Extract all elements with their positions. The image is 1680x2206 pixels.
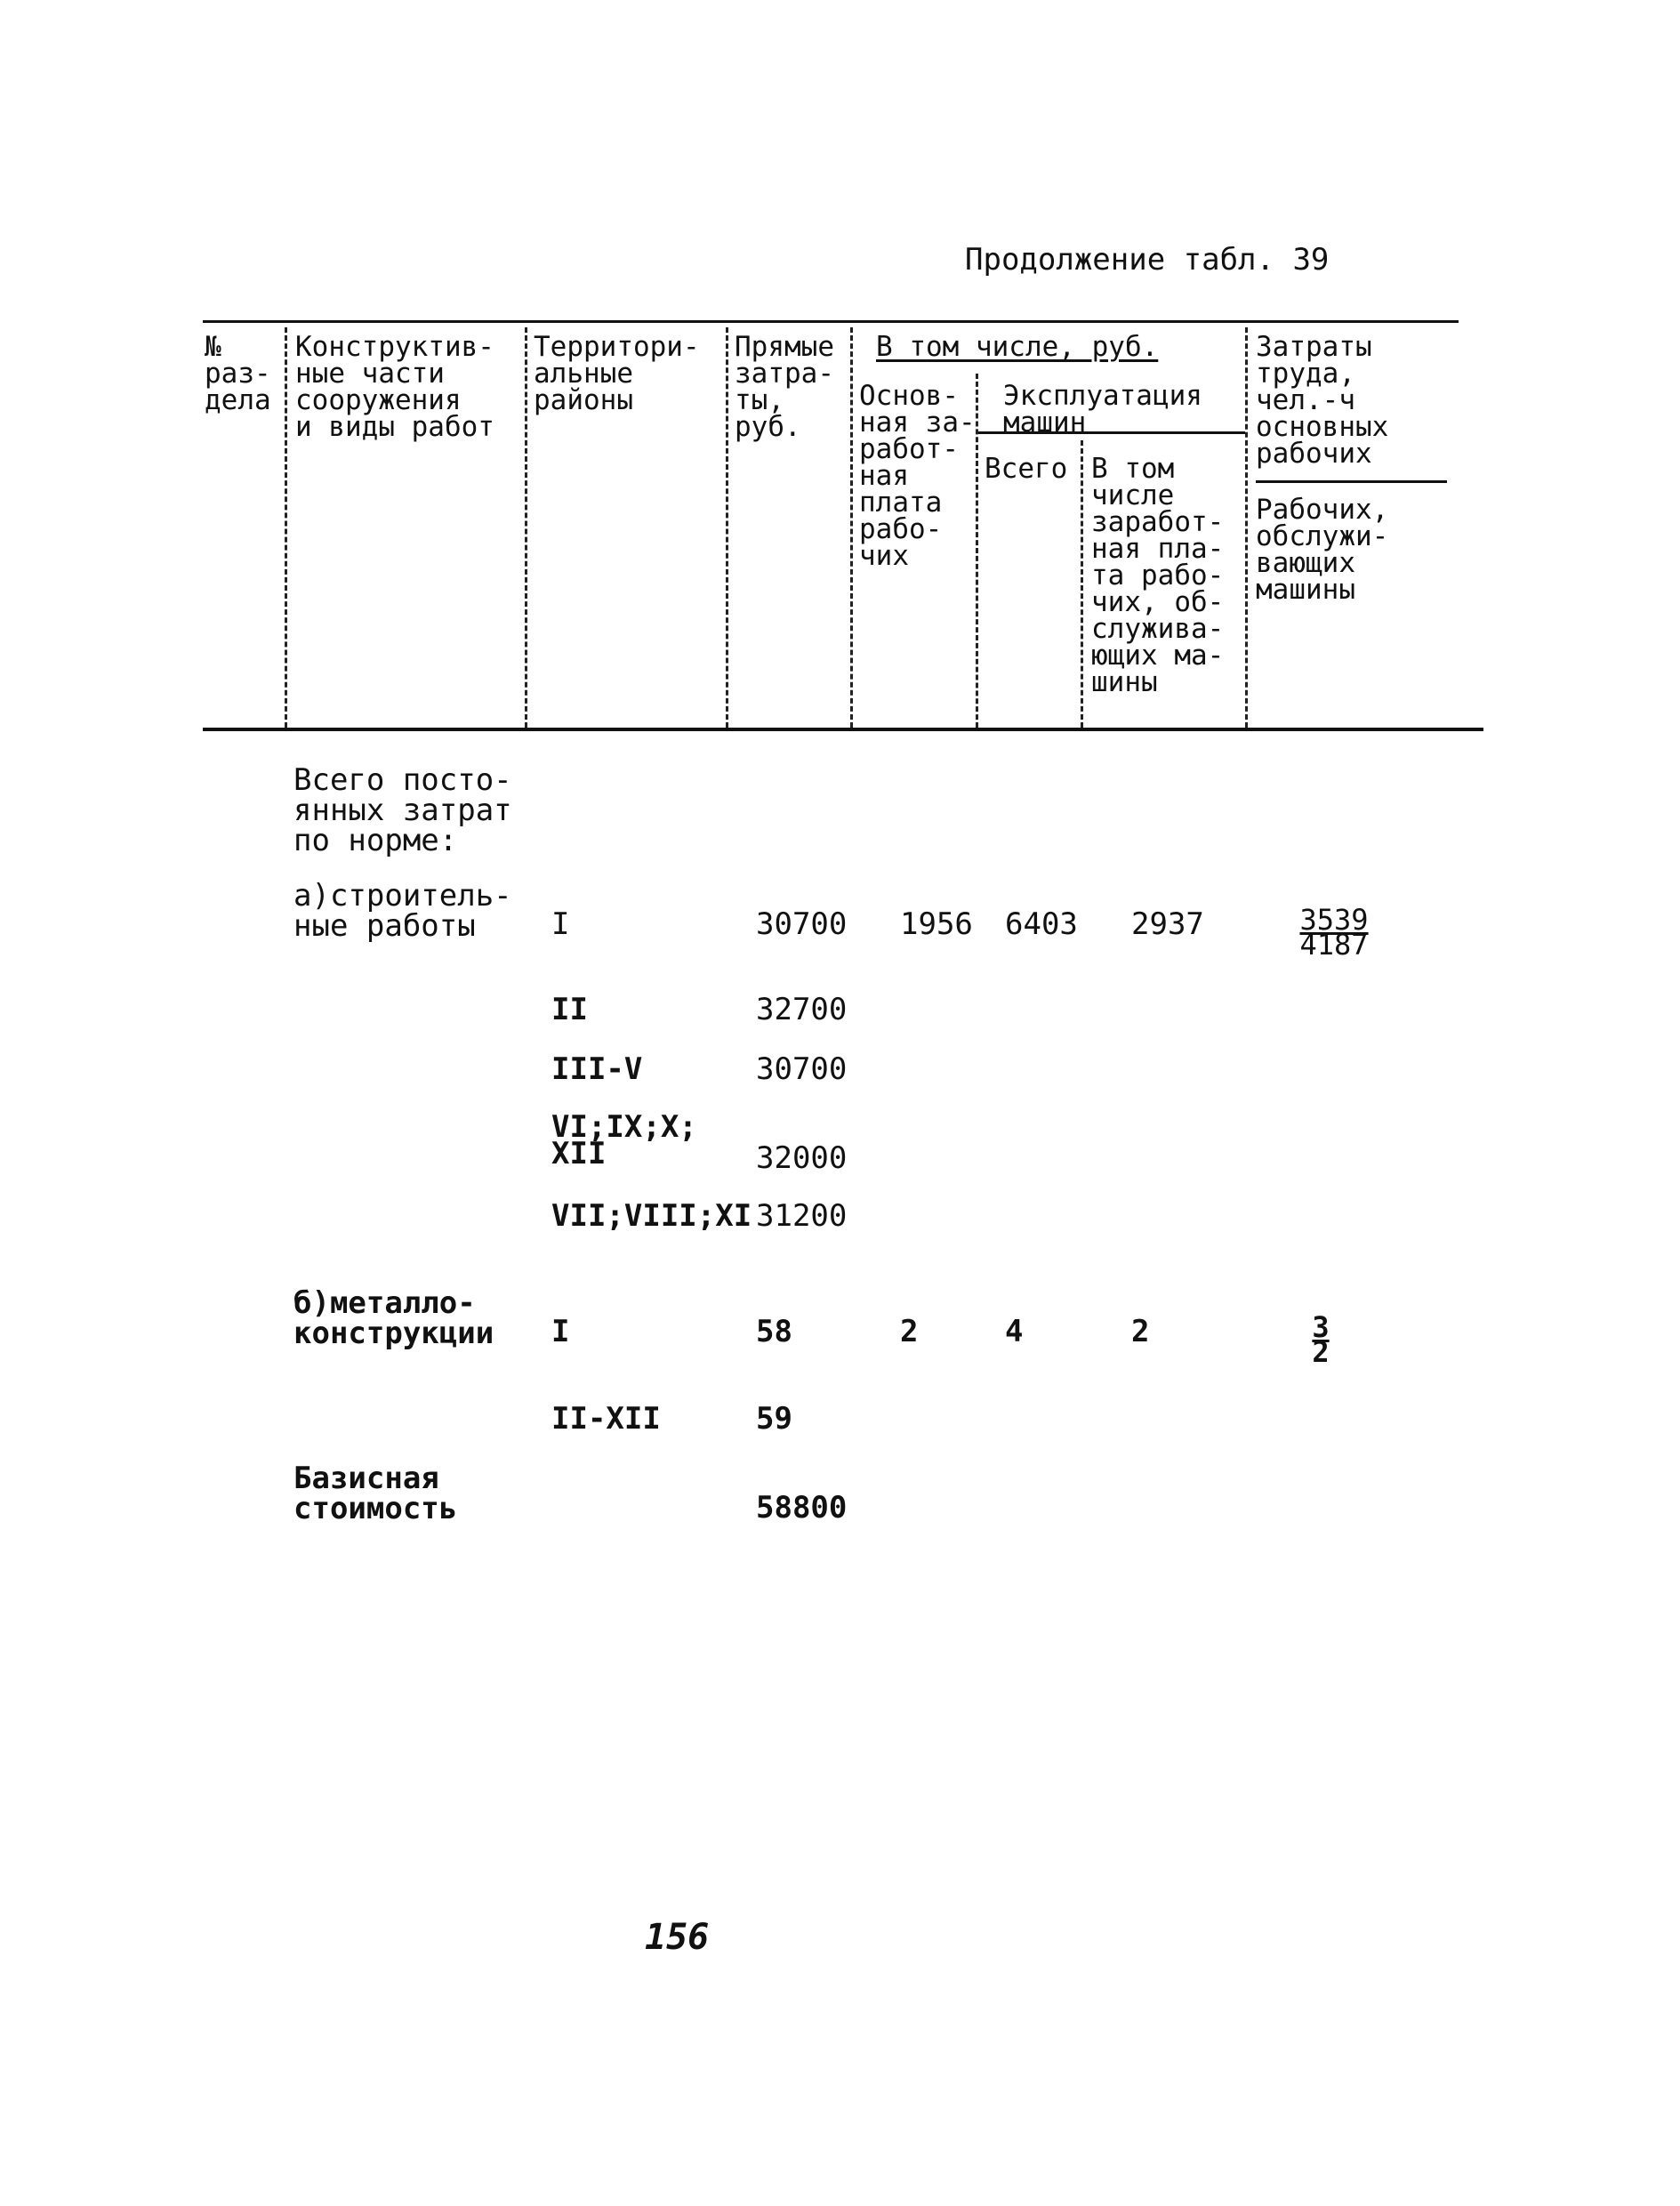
metal-structures-label: б)металло- конструкции [293,1285,494,1351]
construction-row-3-direct: 30700 [756,1051,848,1087]
col-separator-5 [976,374,978,728]
construction-row-1-region: I [551,906,570,942]
metal-row-1-exploitation-total: 4 [1005,1314,1024,1349]
construction-works-label: а)строитель- ные работы [293,878,512,944]
header-bottom-rule [203,728,1483,731]
metal-row-1-direct: 58 [756,1314,792,1349]
construction-row-1-labor-main: 3539 [1299,903,1369,937]
header-section-number: № раз- дела [205,331,271,416]
labor-divider-rule [1256,480,1447,483]
construction-row-1-base-wage: 1956 [900,906,973,942]
header-exploitation-total: Всего [985,453,1068,485]
construction-row-3-region: III-V [551,1051,643,1087]
construction-row-2-direct: 32700 [756,992,848,1027]
page-number: 156 [645,1917,710,1958]
header-machine-exploitation: Эксплуатация машин [1003,380,1202,439]
metal-row-2-direct: 59 [756,1401,792,1437]
metal-row-1-labor [1294,1310,1347,1369]
metal-row-1-base-wage: 2 [900,1314,919,1349]
metal-row-2-region: II-XII [551,1401,661,1437]
header-labor-machine-workers: Рабочих, обслужи- вающих машины [1256,494,1389,606]
construction-row-1-exploitation-wage: 2937 [1131,906,1204,942]
construction-row-5-region: VII;VIII;XI [551,1198,752,1234]
construction-row-1-exploitation-total: 6403 [1005,906,1078,942]
construction-row-1-labor [1294,903,1374,962]
construction-row-4-direct: 32000 [756,1140,848,1176]
col-separator-7 [1245,327,1248,728]
col-separator-3 [726,327,728,728]
header-exploitation-wage: В том числе заработ- ная пла- та рабо- чих, об- служива- ющих ма- шины [1091,453,1225,698]
header-base-wage: Основ- ная за- работ- ная плата рабо- чих [859,380,976,572]
metal-row-1-labor-main: 3 [1312,1310,1330,1344]
metal-row-1-region: I [551,1314,570,1349]
header-labor-main-workers: Затраты труда, чел.-ч основных рабочих [1256,331,1389,470]
col-separator-6 [1081,440,1083,728]
base-cost-label: Базисная стоимость [293,1461,458,1526]
header-territorial-regions: Территори- альные районы [534,331,700,416]
construction-row-4-region: VI;IX;X; XII [551,1109,697,1171]
header-structural-parts: Конструктив- ные части сооружения и виды работ [295,331,494,443]
header-top-rule [203,320,1459,323]
table-caption: Продолжение табл. 39 [965,242,1330,278]
header-including-rub: В том числе, руб. [876,331,1159,363]
metal-row-1-exploitation-wage: 2 [1131,1314,1150,1349]
construction-row-5-direct: 31200 [756,1198,848,1234]
construction-row-1-direct: 30700 [756,906,848,942]
total-constant-costs-label: Всего посто- янных затрат по норме: [293,762,512,858]
header-direct-costs: Прямые затра- ты, руб. [735,331,834,443]
col-separator-2 [525,327,527,728]
construction-row-1-labor-machine: 4187 [1299,928,1369,962]
base-cost-value: 58800 [756,1490,848,1526]
col-separator-1 [285,327,287,728]
construction-row-2-region: II [551,992,588,1027]
col-separator-4 [850,327,853,728]
metal-row-1-labor-machine: 2 [1312,1335,1330,1369]
